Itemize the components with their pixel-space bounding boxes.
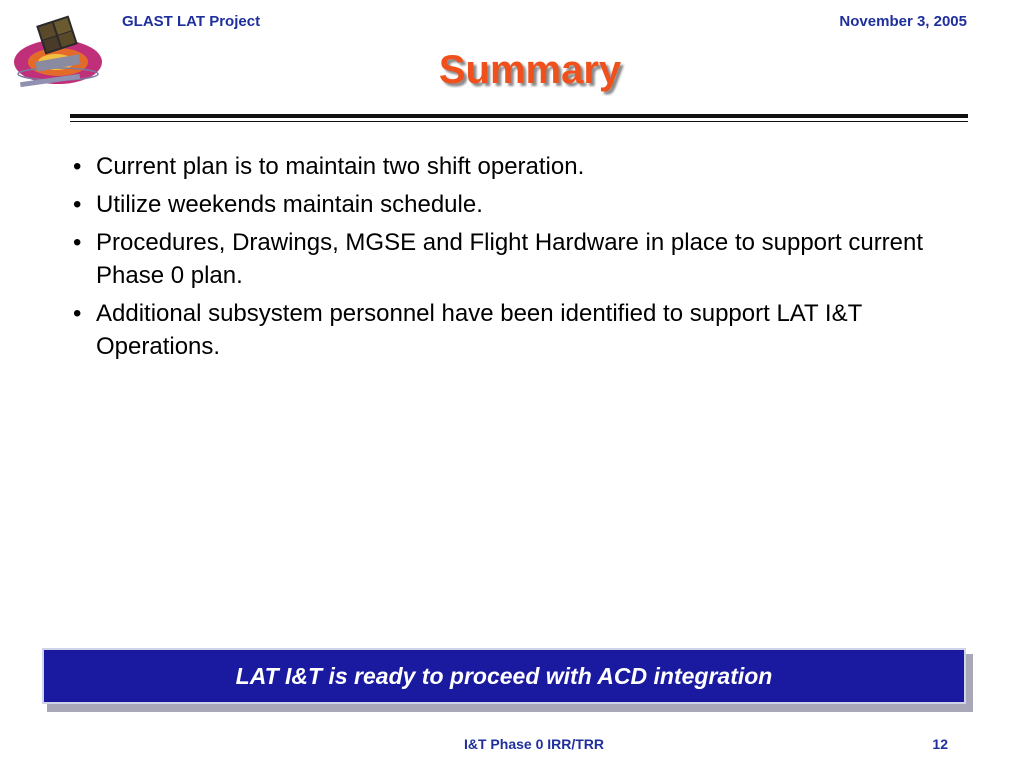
header-date: November 3, 2005 bbox=[839, 13, 967, 30]
title-divider-thin bbox=[70, 121, 968, 122]
slide-title: Summary bbox=[438, 48, 622, 92]
conclusion-banner bbox=[42, 648, 966, 704]
bullet-text: Additional subsystem personnel have been identified to support LAT I&T Operations. bbox=[96, 300, 862, 360]
bullet-item: • Additional subsystem personnel have been identified to support LAT I&T Operations. bbox=[73, 300, 862, 360]
footer-title: I&T Phase 0 IRR/TRR bbox=[463, 736, 605, 752]
bullet-text: Current plan is to maintain two shift operation. bbox=[96, 153, 585, 180]
bullet-text: Utilize weekends maintain schedule. bbox=[96, 191, 483, 218]
bullet-item: • Procedures, Drawings, MGSE and Flight Hardware in place to support current Phase 0 plan. bbox=[73, 229, 924, 289]
bullet-item: • Utilize weekends maintain schedule. bbox=[73, 191, 483, 218]
page-number: 12 bbox=[932, 736, 948, 752]
bullet-item: • Current plan is to maintain two shift operation. bbox=[73, 153, 585, 180]
bullet-list bbox=[70, 150, 970, 368]
project-name: GLAST LAT Project bbox=[122, 13, 261, 30]
bullet-text: Procedures, Drawings, MGSE and Flight Hardware in place to support current Phase 0 plan. bbox=[96, 229, 924, 289]
title-divider bbox=[70, 114, 968, 118]
banner-text: LAT I&T is ready to proceed with ACD integration bbox=[235, 662, 773, 689]
